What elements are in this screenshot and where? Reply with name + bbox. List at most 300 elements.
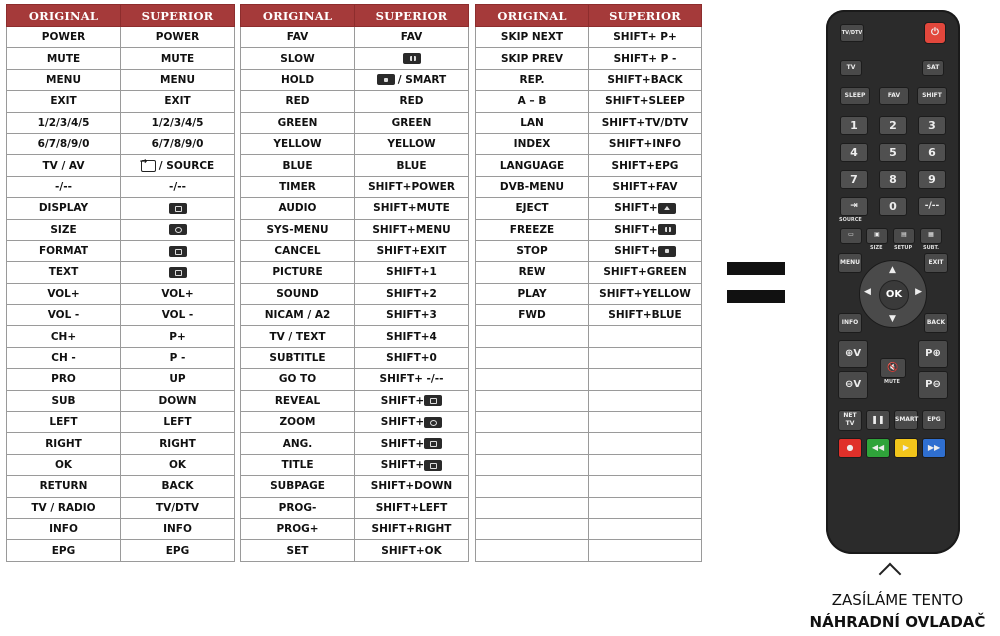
superior-label: SHIFT+0 [386,352,437,365]
original-cell: MUTE [7,48,121,69]
display-icon [169,203,187,214]
table-row [7,390,235,411]
right-arrow-icon: ▶ [915,287,922,297]
table-row [7,48,235,69]
source-icon [141,160,156,172]
original-cell: ANG. [241,433,355,454]
original-cell: REVEAL [241,390,355,411]
original-cell: FWD [476,305,589,326]
remote-display-button: ▭ [840,228,862,244]
superior-cell [589,369,702,390]
superior-label: SHIFT+RIGHT [371,523,452,536]
superior-label: SHIFT+ [614,223,658,236]
superior-cell [121,240,235,261]
table-row [241,133,469,154]
superior-cell [355,176,469,197]
remote-size-label: SIZE [870,245,883,251]
superior-cell [355,540,469,561]
superior-label: SHIFT+YELLOW [599,287,691,300]
up-arrow-icon: ▲ [889,265,896,275]
original-cell [476,369,589,390]
superior-cell [355,369,469,390]
table-row [476,518,702,539]
remote-digit-1: 1 [840,116,868,135]
table-row [241,518,469,539]
header-original: ORIGINAL [241,5,355,27]
superior-cell [355,240,469,261]
table-row [7,305,235,326]
table-row [476,476,702,497]
table-row [241,540,469,561]
superior-cell [121,412,235,433]
superior-label: SHIFT+EPG [611,159,679,172]
original-cell: TV / TEXT [241,326,355,347]
superior-cell [355,497,469,518]
table-row [7,133,235,154]
table-row [241,48,469,69]
superior-label: 6/7/8/9/0 [151,138,204,151]
superior-label: GREEN [391,116,432,129]
remote-ok-button: OK [879,280,909,310]
superior-label: BACK [161,480,194,493]
superior-cell [355,112,469,133]
original-cell [476,454,589,475]
original-cell: FAV [241,27,355,48]
original-cell: SUBPAGE [241,476,355,497]
remote-info-button: INFO [838,313,862,333]
superior-label: FAV [400,31,423,44]
original-cell: GO TO [241,369,355,390]
table-row [476,27,702,48]
remote-pause-button: ❚❚ [866,410,890,430]
original-cell: FREEZE [476,219,589,240]
remote-mute-button: 🔇 [880,358,906,378]
superior-label: SHIFT+ [380,416,425,429]
remote-subt-button: ▦ [920,228,942,244]
original-cell: PICTURE [241,262,355,283]
original-cell: CH+ [7,326,121,347]
caption-line-1: ZASÍLÁME TENTO [831,591,964,609]
superior-cell [121,69,235,90]
superior-cell [121,390,235,411]
superior-label: YELLOW [387,138,436,151]
superior-cell [589,326,702,347]
original-cell: LEFT [7,412,121,433]
table-row [476,198,702,219]
table-row [241,347,469,368]
original-cell: RIGHT [7,433,121,454]
original-cell: -/-- [7,176,121,197]
original-cell: FORMAT [7,240,121,261]
table-row [476,412,702,433]
original-cell: PROG+ [241,518,355,539]
remote-vol-up-button: ⊕V [838,340,868,368]
chevron-up-icon [879,563,902,586]
superior-cell [589,347,702,368]
superior-cell [355,347,469,368]
superior-label: SHIFT+ [614,245,658,258]
superior-cell [121,262,235,283]
remote-green-button: ◀◀ [866,438,890,458]
superior-label: SHIFT+ [380,394,425,407]
superior-label: SHIFT+MENU [372,223,451,236]
superior-cell [121,112,235,133]
superior-cell [121,326,235,347]
remote-control [826,10,960,554]
remote-digit-0: 0 [879,197,907,216]
equals-bar-bottom [727,290,785,303]
superior-cell [355,476,469,497]
table-row [7,112,235,133]
original-cell: SUB [7,390,121,411]
display-icon [424,395,442,406]
remote-menu-button: MENU [838,253,862,273]
remote-yellow-button: ▶ [894,438,918,458]
remote-dash-button: -/-- [918,197,946,216]
original-cell: TIMER [241,176,355,197]
table-row [241,240,469,261]
superior-cell [121,198,235,219]
remote-sat-button: SAT [922,60,944,76]
original-cell: DVB-MENU [476,176,589,197]
remote-digit-4: 4 [840,143,868,162]
original-cell: BLUE [241,155,355,176]
remote-red-button: ● [838,438,862,458]
table-row [476,326,702,347]
remote-size-button: ▣ [866,228,888,244]
size-icon [169,224,187,235]
table-row [7,283,235,304]
original-cell: HOLD [241,69,355,90]
superior-label: SHIFT+ [380,437,425,450]
remote-digit-6: 6 [918,143,946,162]
remote-setup-button: ▤ [893,228,915,244]
remote-digit-2: 2 [879,116,907,135]
superior-cell [121,155,235,176]
header-superior: SUPERIOR [355,5,469,27]
table-row [7,155,235,176]
table-row [476,262,702,283]
superior-cell [589,48,702,69]
original-cell: 1/2/3/4/5 [7,112,121,133]
remote-ch-up-button: P⊕ [918,340,948,368]
table-row [241,433,469,454]
superior-label: SHIFT+POWER [368,180,455,193]
original-cell: A – B [476,91,589,112]
superior-cell [121,433,235,454]
table-row [241,305,469,326]
superior-label: SHIFT+BLUE [608,309,682,322]
header-superior: SUPERIOR [589,5,702,27]
superior-cell [589,518,702,539]
superior-cell [121,454,235,475]
table-row [241,412,469,433]
table-row [7,69,235,90]
table-row [7,262,235,283]
pause-icon [658,224,676,235]
superior-cell [121,91,235,112]
remote-digit-8: 8 [879,170,907,189]
down-arrow-icon: ▼ [889,314,896,324]
superior-cell [121,176,235,197]
table-row [476,540,702,561]
original-cell: SKIP PREV [476,48,589,69]
superior-label: -/-- [169,180,186,193]
table-row [476,305,702,326]
remote-sleep-button: SLEEP [840,87,870,105]
table-row [241,454,469,475]
superior-cell [355,262,469,283]
superior-label: MENU [160,73,195,86]
stop-icon [658,246,676,257]
original-cell: SOUND [241,283,355,304]
original-cell: MENU [7,69,121,90]
table-row [7,240,235,261]
remote-shift-button: SHIFT [917,87,947,105]
original-cell: SKIP NEXT [476,27,589,48]
superior-cell [355,283,469,304]
superior-label: DOWN [158,394,197,407]
superior-label: SHIFT+2 [386,287,437,300]
original-cell [476,476,589,497]
format-icon [169,246,187,257]
original-cell: YELLOW [241,133,355,154]
superior-cell [589,133,702,154]
original-cell: EPG [7,540,121,561]
pause-icon [403,53,421,64]
original-cell: SIZE [7,219,121,240]
table-row [7,497,235,518]
superior-label: SHIFT+LEFT [375,501,448,514]
remote-blue-button: ▶▶ [922,438,946,458]
original-cell: TITLE [241,454,355,475]
mapping-table-2 [240,4,469,562]
table-row [241,283,469,304]
superior-cell [121,347,235,368]
equals-bar-top [727,262,785,275]
superior-label: OK [168,459,187,471]
original-cell [476,540,589,561]
superior-label: SHIFT+TV/DTV [601,116,689,129]
superior-cell [355,433,469,454]
remote-mute-label: MUTE [884,379,900,385]
table-row [476,176,702,197]
original-cell: ZOOM [241,412,355,433]
table-row [241,91,469,112]
remote-netv-button: NET TV [838,410,862,431]
superior-label: SHIFT+OK [381,544,442,557]
superior-cell [355,454,469,475]
superior-cell [121,48,235,69]
left-arrow-icon: ◀ [864,287,871,297]
original-cell: CH - [7,347,121,368]
superior-cell [121,219,235,240]
remote-epg-button: EPG [922,410,946,430]
table-row [7,412,235,433]
original-cell [476,390,589,411]
superior-label: SHIFT+SLEEP [605,95,685,108]
superior-cell [355,133,469,154]
superior-cell [589,240,702,261]
superior-label: SHIFT+MUTE [373,202,450,215]
superior-cell [589,91,702,112]
superior-cell [121,305,235,326]
remote-digit-5: 5 [879,143,907,162]
table-row [476,347,702,368]
superior-cell [589,540,702,561]
header-original: ORIGINAL [7,5,121,27]
table-row [476,433,702,454]
table-row [241,369,469,390]
original-cell: CANCEL [241,240,355,261]
superior-cell [589,219,702,240]
original-cell [476,347,589,368]
format-icon [424,438,442,449]
superior-cell [355,326,469,347]
original-cell: REP. [476,69,589,90]
superior-cell [589,433,702,454]
superior-label: SHIFT+BACK [607,73,683,86]
mapping-table-3 [475,4,702,562]
remote-source-button: ⇥ [840,197,868,216]
original-cell: TV / AV [7,155,121,176]
original-cell: OK [7,454,121,475]
remote-exit-button: EXIT [924,253,948,273]
superior-label: UP [169,373,186,386]
original-cell: TV / RADIO [7,497,121,518]
original-cell [476,326,589,347]
superior-label: SHIFT+EXIT [376,245,447,258]
original-cell [476,412,589,433]
superior-cell [589,112,702,133]
superior-label: SHIFT+1 [386,266,437,279]
superior-cell [589,155,702,176]
size-icon [424,417,442,428]
remote-fav-button: FAV [879,87,909,105]
remote-digit-9: 9 [918,170,946,189]
original-cell: DISPLAY [7,198,121,219]
original-cell [476,433,589,454]
remote-ch-down-button: P⊖ [918,371,948,399]
superior-label: POWER [155,31,200,44]
original-cell: LANGUAGE [476,155,589,176]
original-cell: RETURN [7,476,121,497]
original-cell: AUDIO [241,198,355,219]
table-row [7,91,235,112]
remote-source-label: SOURCE [839,217,862,223]
remote-power-button: ⏻ [924,22,946,44]
original-cell [476,518,589,539]
remote-tv-button: TV [840,60,862,76]
table-row [7,326,235,347]
original-cell: SUBTITLE [241,347,355,368]
superior-label: RIGHT [159,437,196,450]
superior-cell [589,262,702,283]
table-row [476,454,702,475]
original-cell: RED [241,91,355,112]
remote-setup-label: SETUP [894,245,913,251]
table-row [241,27,469,48]
superior-cell [589,176,702,197]
text-icon [169,267,187,278]
stop-icon [377,74,395,85]
superior-label: EXIT [164,95,191,108]
table-row [241,262,469,283]
original-cell: PROG- [241,497,355,518]
superior-cell [355,198,469,219]
caption-line-2: NÁHRADNÍ OVLADAČ [809,613,986,631]
superior-label: SHIFT+ P - [613,52,677,65]
table-row [476,240,702,261]
superior-cell [355,219,469,240]
superior-label: SHIFT+ [380,459,425,471]
superior-cell [355,91,469,112]
table-row [476,91,702,112]
original-cell: 6/7/8/9/0 [7,133,121,154]
superior-label: / SMART [397,73,447,86]
superior-label: VOL+ [161,287,194,300]
table-row [476,133,702,154]
superior-cell [355,412,469,433]
superior-label: SHIFT+ P+ [613,31,677,44]
table-row [241,390,469,411]
table-row [476,497,702,518]
original-cell: NICAM / A2 [241,305,355,326]
superior-label: SHIFT+ -/-- [379,373,444,386]
superior-cell [355,155,469,176]
table-row [7,433,235,454]
superior-cell [589,27,702,48]
mapping-table-1 [6,4,235,562]
superior-label: LEFT [163,416,192,429]
superior-cell [355,305,469,326]
superior-label: SHIFT+FAV [612,180,678,193]
superior-cell [589,412,702,433]
remote-digit-7: 7 [840,170,868,189]
table-row [476,369,702,390]
original-cell: VOL+ [7,283,121,304]
superior-cell [589,283,702,304]
table-row [7,454,235,475]
superior-cell [355,69,469,90]
superior-cell [121,27,235,48]
table-row [7,476,235,497]
original-cell [476,497,589,518]
superior-cell [355,518,469,539]
original-cell: PLAY [476,283,589,304]
superior-cell [355,48,469,69]
superior-cell [589,69,702,90]
superior-label: SHIFT+4 [386,330,437,343]
superior-cell [589,390,702,411]
original-cell: INFO [7,518,121,539]
superior-cell [589,198,702,219]
superior-cell [121,283,235,304]
table-row [476,48,702,69]
superior-label: P - [169,352,186,365]
original-cell: SYS-MENU [241,219,355,240]
table-row [241,155,469,176]
superior-label: 1/2/3/4/5 [151,116,204,129]
table-row [7,27,235,48]
table-row [241,69,469,90]
table-row [7,219,235,240]
superior-label: TV/DTV [155,501,200,514]
original-cell: TEXT [7,262,121,283]
original-cell: INDEX [476,133,589,154]
superior-label: SHIFT+3 [386,309,437,322]
original-cell: SET [241,540,355,561]
